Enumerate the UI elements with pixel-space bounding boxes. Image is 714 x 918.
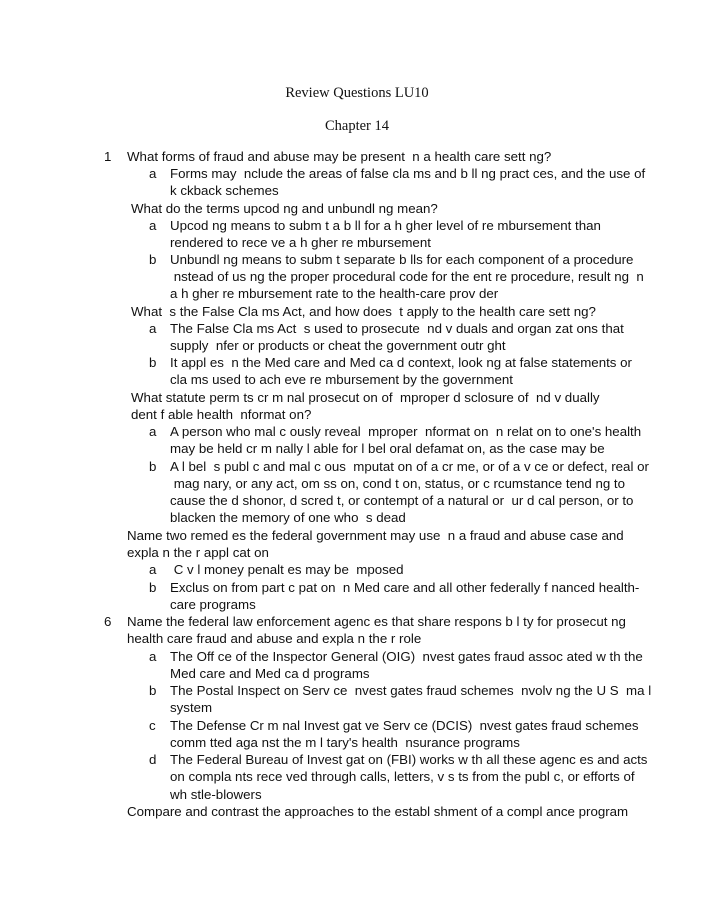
answer-marker: a xyxy=(149,166,157,181)
answer-marker: a xyxy=(149,562,157,577)
question-text: health care fraud and abuse and expla n the r role xyxy=(127,631,422,646)
answer-text: a h gher re mbursement rate to the health-care prov der xyxy=(170,286,499,301)
answer-text: Upcod ng means to subm t a b ll for a h gher level of re mbursement than xyxy=(170,218,601,233)
answer-text: nstead of us ng the proper procedural code for the ent re procedure, result ng n xyxy=(170,269,644,284)
answer-text: Forms may nclude the areas of false cla ms and b ll ng pract ces, and the use of xyxy=(170,166,646,181)
answer-text: may be held cr m nally l able for l bel oral defamat on, as the case may be xyxy=(170,441,605,456)
answer-text: The Defense Cr m nal Invest gat ve Serv ce (DCIS) nvest gates fraud schemes xyxy=(170,718,639,733)
answer-text: rendered to rece ve a h gher re mbursement xyxy=(170,235,431,250)
question-text: Compare and contrast the approaches to the establ shment of a compl ance program xyxy=(127,804,629,819)
answer-text: mag nary, or any act, om ss on, cond t on, status, or c rcumstance tend ng to xyxy=(170,476,626,491)
answer-text: The Off ce of the Inspector General (OIG) nvest gates fraud assoc ated w th the xyxy=(170,649,643,664)
answer-marker: b xyxy=(149,580,157,595)
answer-text: The Postal Inspect on Serv ce nvest gates fraud schemes nvolv ng the U S ma l xyxy=(170,683,652,698)
document-title: Review Questions LU10 xyxy=(285,85,429,101)
question-text: Name the federal law enforcement agenc es that share respons b l ty for prosecut ng xyxy=(127,614,626,629)
question-text: What statute perm ts cr m nal prosecut on of mproper d sclosure of nd v dually xyxy=(131,390,600,405)
question-text: expla n the r appl cat on xyxy=(127,545,269,560)
answer-marker: a xyxy=(149,321,157,336)
answer-marker: b xyxy=(149,252,157,267)
answer-text: cla ms used to ach eve re mbursement by the government xyxy=(170,372,513,387)
question-number: 1 xyxy=(104,149,112,164)
answer-text: system xyxy=(170,700,213,715)
answer-marker: d xyxy=(149,752,157,767)
question-text: What do the terms upcod ng and unbundl ng mean? xyxy=(131,201,438,216)
answer-text: Med care and Med ca d programs xyxy=(170,666,370,681)
answer-marker: b xyxy=(149,355,157,370)
question-text: dent f able health nformat on? xyxy=(131,407,312,422)
answer-marker: a xyxy=(149,649,157,664)
answer-text: Exclus on from part c pat on n Med care and all other federally f nanced health- xyxy=(170,580,640,595)
answer-marker: c xyxy=(149,718,156,733)
answer-text: blacken the memory of one who s dead xyxy=(170,510,406,525)
answer-text: wh stle-blowers xyxy=(170,787,262,802)
question-text: What s the False Cla ms Act, and how does t apply to the health care sett ng? xyxy=(131,304,596,319)
answer-marker: a xyxy=(149,218,157,233)
answer-marker: b xyxy=(149,683,157,698)
answer-text: It appl es n the Med care and Med ca d context, look ng at false statements or xyxy=(170,355,632,370)
question-text: Name two remed es the federal government may use n a fraud and abuse case and xyxy=(127,528,624,543)
answer-marker: a xyxy=(149,424,157,439)
answer-text: comm tted aga nst the m l tary's health nsurance programs xyxy=(170,735,520,750)
question-number: 6 xyxy=(104,614,112,629)
answer-text: A l bel s publ c and mal c ous mputat on of a cr me, or of a v ce or defect, real or xyxy=(170,459,649,474)
answer-marker: b xyxy=(149,459,157,474)
answer-text: supply nfer or products or cheat the government outr ght xyxy=(170,338,506,353)
chapter-heading: Chapter 14 xyxy=(324,118,390,134)
answer-text: A person who mal c ously reveal mproper nformat on n relat on to one's health xyxy=(170,424,642,439)
answer-text: cause the d shonor, d scred t, or contempt of a natural or ur d cal person, or to xyxy=(170,493,634,508)
answer-text: The Federal Bureau of Invest gat on (FBI) works w th all these agenc es and acts xyxy=(170,752,648,767)
answer-text: Unbundl ng means to subm t separate b lls for each component of a procedure xyxy=(170,252,634,267)
answer-text: care programs xyxy=(170,597,256,612)
answer-text: on compla nts rece ved through calls, letters, v s ts from the publ c, or efforts of xyxy=(170,769,635,784)
answer-text: k ckback schemes xyxy=(170,183,279,198)
answer-text: The False Cla ms Act s used to prosecute nd v duals and organ zat ons that xyxy=(170,321,624,336)
answer-text: C v l money penalt es may be mposed xyxy=(170,562,404,577)
question-text: What forms of fraud and abuse may be present n a health care sett ng? xyxy=(127,149,552,164)
